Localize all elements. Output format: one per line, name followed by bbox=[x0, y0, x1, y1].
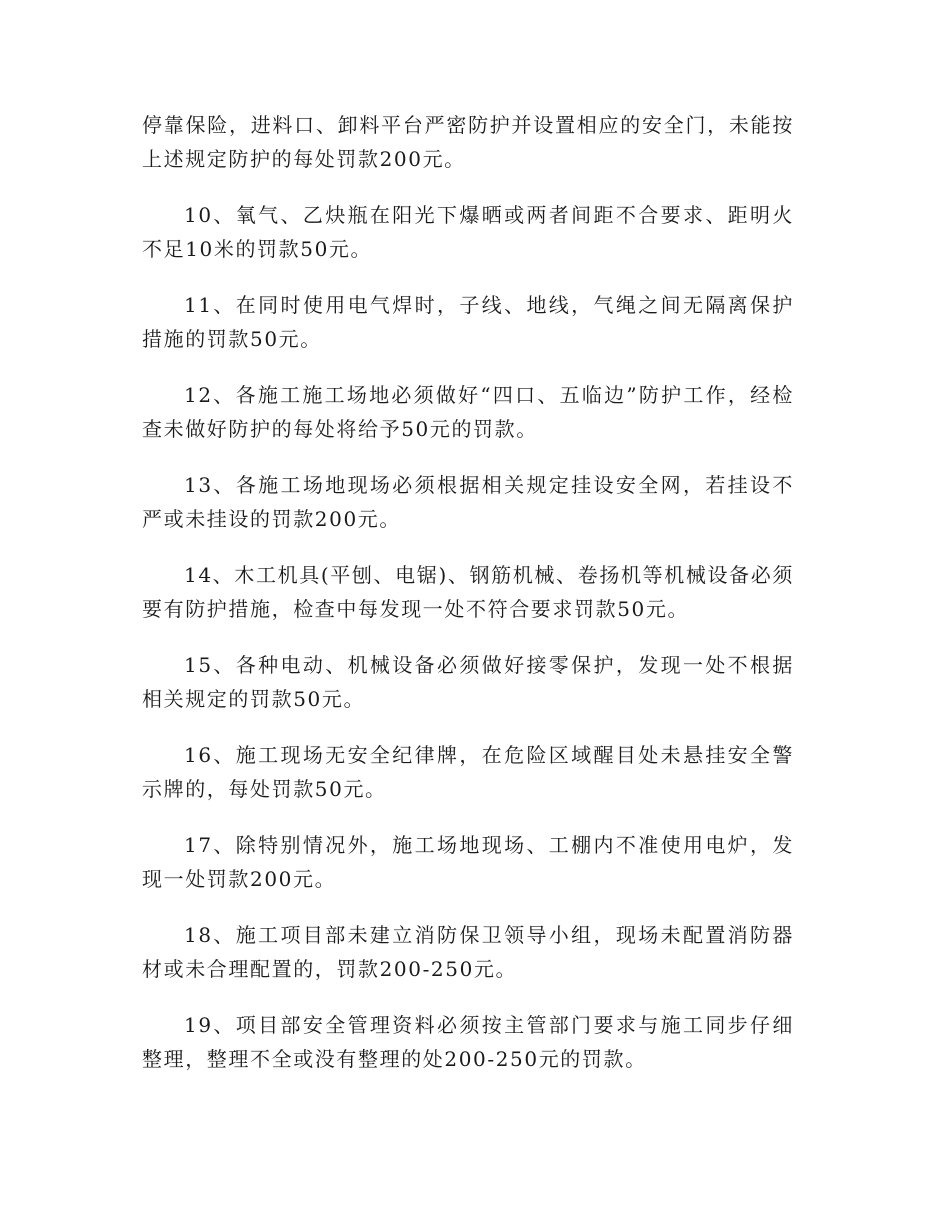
paragraph-item-15: 15、各种电动、机械设备必须做好接零保护，发现一处不根据相关规定的罚款50元。 bbox=[142, 653, 794, 711]
paragraph-item-17: 17、除特别情况外，施工场地现场、工棚内不准使用电炉，发现一处罚款200元。 bbox=[142, 833, 794, 891]
paragraph-item-18: 18、施工项目部未建立消防保卫领导小组，现场未配置消防器材或未合理配置的，罚款200-250元。 bbox=[142, 923, 794, 981]
paragraph-item-12: 12、各施工施工场地必须做好“四口、五临边”防护工作，经检查未做好防护的每处将给予50元的罚款。 bbox=[142, 383, 794, 441]
paragraph-item-14: 14、木工机具(平刨、电锯)、钢筋机械、卷扬机等机械设备必须要有防护措施，检查中每发现一处不符合要求罚款50元。 bbox=[142, 563, 794, 621]
paragraph-item-13: 13、各施工场地现场必须根据相关规定挂设安全网，若挂设不严或未挂设的罚款200元。 bbox=[142, 473, 794, 531]
paragraph-item-19: 19、项目部安全管理资料必须按主管部门要求与施工同步仔细整理，整理不全或没有整理的处200-250元的罚款。 bbox=[142, 1013, 794, 1071]
paragraph-item-11: 11、在同时使用电气焊时，子线、地线，气绳之间无隔离保护措施的罚款50元。 bbox=[142, 293, 794, 351]
paragraph-item-10: 10、氧气、乙炔瓶在阳光下爆晒或两者间距不合要求、距明火不足10米的罚款50元。 bbox=[142, 203, 794, 261]
document-body bbox=[142, 108, 794, 1098]
paragraph-continued: 停靠保险，进料口、卸料平台严密防护并设置相应的安全门，未能按上述规定防护的每处罚款200元。 bbox=[142, 113, 794, 171]
paragraph-item-16: 16、施工现场无安全纪律牌，在危险区域醒目处未悬挂安全警示牌的，每处罚款50元。 bbox=[142, 743, 794, 801]
